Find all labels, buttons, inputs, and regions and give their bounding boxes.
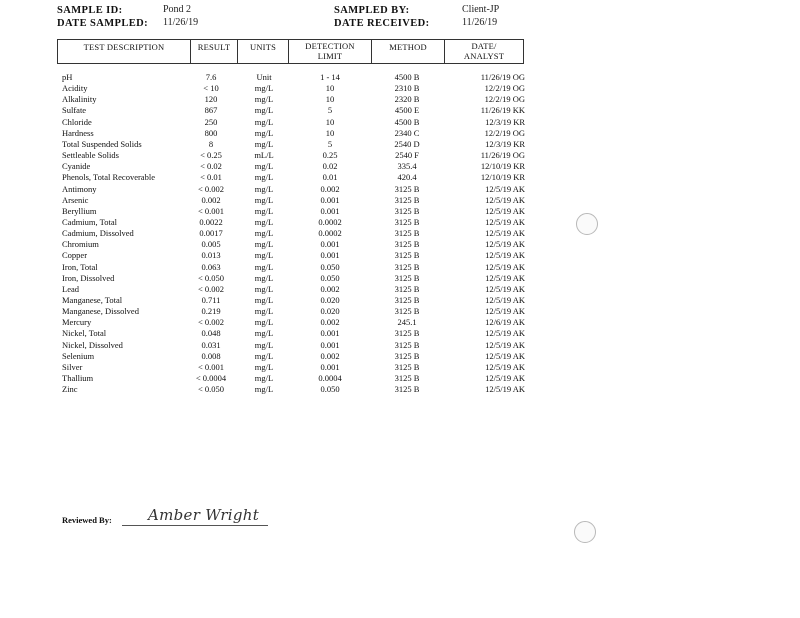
- col-date-line1: DATE/: [471, 41, 497, 51]
- units-cell: mg/L: [254, 161, 274, 172]
- result-cell: < 0.001: [197, 361, 225, 372]
- table-row: [0, 239, 800, 250]
- date-analyst-cell: 12/6/19 AK: [485, 317, 525, 328]
- table-row: [0, 306, 800, 317]
- method-cell: 3125 B: [394, 228, 420, 239]
- col-detection-line1: DETECTION: [305, 41, 355, 51]
- test-description-cell: Arsenic: [62, 194, 89, 205]
- date-analyst-cell: 12/10/19 KR: [480, 161, 525, 172]
- date-analyst-cell: 12/5/19 AK: [485, 339, 525, 350]
- method-cell: 2540 D: [394, 138, 420, 149]
- detection-limit-cell: 10: [325, 127, 335, 138]
- test-description-cell: Cadmium, Dissolved: [62, 228, 134, 239]
- units-cell: mg/L: [254, 105, 274, 116]
- table-row: [0, 262, 800, 273]
- date-analyst-cell: 12/5/19 AK: [485, 328, 525, 339]
- date-analyst-cell: 12/3/19 KR: [485, 138, 525, 149]
- date-analyst-cell: 12/5/19 AK: [485, 272, 525, 283]
- units-cell: mg/L: [254, 295, 274, 305]
- method-cell: 335.4: [397, 161, 417, 172]
- detection-limit-cell: 0.001: [320, 250, 340, 261]
- date-analyst-cell: 12/5/19 AK: [485, 216, 525, 227]
- method-cell: 3125 B: [394, 339, 420, 350]
- result-cell: < 0.050: [197, 272, 225, 283]
- table-row: [0, 340, 800, 351]
- units-cell: mg/L: [254, 306, 274, 317]
- result-cell: 0.063: [201, 261, 221, 272]
- test-description-cell: Cadmium, Total: [62, 216, 117, 227]
- detection-limit-cell: 0.01: [322, 172, 338, 183]
- units-cell: mg/L: [254, 205, 274, 216]
- method-cell: 3125 B: [394, 306, 420, 317]
- result-cell: 0.002: [201, 194, 221, 205]
- result-cell: 0.048: [201, 328, 221, 339]
- sampled-by-value: Client-JP: [462, 4, 500, 15]
- detection-limit-cell: 0.001: [320, 328, 340, 339]
- method-cell: 3125 B: [394, 283, 420, 294]
- method-cell: 2320 B: [394, 94, 420, 105]
- date-received-label: DATE RECEIVED:: [334, 18, 430, 29]
- date-analyst-cell: 12/5/19 AK: [485, 283, 525, 294]
- detection-limit-cell: 0.002: [320, 317, 340, 328]
- table-row: [0, 94, 800, 105]
- table-row: [0, 117, 800, 128]
- method-cell: 3125 B: [394, 373, 420, 384]
- detection-limit-cell: 0.001: [320, 239, 340, 250]
- date-analyst-cell: 12/2/19 OG: [484, 94, 525, 105]
- detection-limit-cell: 0.001: [320, 339, 340, 350]
- test-description-cell: Acidity: [62, 83, 88, 94]
- units-cell: mg/L: [254, 384, 274, 395]
- table-row: [0, 105, 800, 116]
- method-cell: 4500 B: [394, 116, 420, 127]
- units-cell: mg/L: [254, 138, 274, 149]
- detection-limit-cell: 0.002: [320, 350, 340, 361]
- units-cell: mL/L: [254, 150, 274, 161]
- units-cell: mg/L: [254, 350, 274, 361]
- units-cell: mg/L: [254, 228, 274, 239]
- method-cell: 3125 B: [394, 295, 420, 305]
- test-description-cell: Selenium: [62, 350, 95, 361]
- reviewer-signature: Amber Wright: [148, 506, 260, 524]
- date-received-value: 11/26/19: [462, 17, 498, 28]
- detection-limit-cell: 0.050: [320, 261, 340, 272]
- result-cell: < 0.0004: [195, 373, 227, 384]
- result-cell: 0.005: [201, 239, 221, 250]
- test-description-cell: Thallium: [62, 373, 94, 384]
- result-cell: < 10: [203, 83, 219, 94]
- detection-limit-cell: 0.001: [320, 205, 340, 216]
- detection-limit-cell: 5: [327, 105, 333, 116]
- test-description-cell: Iron, Total: [62, 261, 98, 272]
- col-detection-line2: LIMIT: [317, 51, 343, 61]
- date-analyst-cell: 12/5/19 AK: [485, 361, 525, 372]
- detection-limit-cell: 0.0004: [318, 373, 342, 384]
- detection-limit-cell: 0.0002: [318, 216, 342, 227]
- table-header: [57, 39, 524, 64]
- test-description-cell: pH: [62, 72, 73, 82]
- table-row: [0, 273, 800, 284]
- reviewed-by-label: Reviewed By:: [62, 515, 112, 525]
- result-cell: 0.0017: [199, 228, 223, 239]
- test-description-cell: Chloride: [62, 116, 92, 127]
- table-row: [0, 128, 800, 139]
- units-cell: mg/L: [254, 194, 274, 205]
- date-analyst-cell: 11/26/19 KK: [480, 105, 525, 116]
- method-cell: 2310 B: [394, 83, 420, 94]
- table-row: [0, 250, 800, 261]
- detection-limit-cell: 0.001: [320, 361, 340, 372]
- units-cell: mg/L: [254, 116, 274, 127]
- method-cell: 3125 B: [394, 261, 420, 272]
- result-cell: 0.008: [201, 350, 221, 361]
- detection-limit-cell: 0.020: [320, 306, 340, 317]
- units-cell: mg/L: [254, 272, 274, 283]
- units-cell: mg/L: [254, 172, 274, 183]
- result-cell: < 0.002: [197, 283, 225, 294]
- table-row: [0, 373, 800, 384]
- units-cell: mg/L: [254, 239, 274, 250]
- detection-limit-cell: 0.050: [320, 384, 340, 395]
- date-analyst-cell: 12/5/19 AK: [485, 228, 525, 239]
- units-cell: Unit: [256, 72, 272, 82]
- table-row: [0, 362, 800, 373]
- test-description-cell: Nickel, Dissolved: [62, 339, 123, 350]
- table-row: [0, 184, 800, 195]
- test-description-cell: Silver: [62, 361, 83, 372]
- method-cell: 3125 B: [394, 216, 420, 227]
- sample-id-value: Pond 2: [163, 4, 192, 15]
- detection-limit-cell: 0.001: [320, 194, 340, 205]
- table-row: [0, 384, 800, 395]
- table-row: [0, 206, 800, 217]
- result-cell: 0.013: [201, 250, 221, 261]
- test-description-cell: Beryllium: [62, 205, 97, 216]
- result-cell: 8: [208, 138, 214, 149]
- test-description-cell: Lead: [62, 283, 79, 294]
- method-cell: 3125 B: [394, 183, 420, 194]
- test-description-cell: Chromium: [62, 239, 99, 250]
- method-cell: 3125 B: [394, 328, 420, 339]
- method-cell: 3125 B: [394, 205, 420, 216]
- date-analyst-cell: 12/5/19 AK: [485, 194, 525, 205]
- detection-limit-cell: 10: [325, 83, 335, 94]
- col-date-analyst: [445, 41, 523, 64]
- result-cell: < 0.25: [200, 150, 222, 161]
- table-row: [0, 139, 800, 150]
- date-sampled-value: 11/26/19: [163, 17, 199, 28]
- col-result: RESULT: [197, 42, 231, 52]
- detection-limit-cell: 0.020: [320, 295, 340, 305]
- sampled-by-label: SAMPLED BY:: [334, 5, 410, 16]
- table-row: [0, 228, 800, 239]
- result-cell: < 0.001: [197, 205, 225, 216]
- method-cell: 3125 B: [394, 250, 420, 261]
- table-row: [0, 317, 800, 328]
- punch-hole-icon: [574, 521, 596, 543]
- table-row: [0, 351, 800, 362]
- table-row: [0, 150, 800, 161]
- table-row: [0, 72, 800, 83]
- test-description-cell: Antimony: [62, 183, 97, 194]
- col-date-line2: ANALYST: [463, 51, 505, 61]
- result-cell: < 0.050: [197, 384, 225, 395]
- sampled-by-field: [334, 4, 500, 16]
- date-received-field: [334, 17, 498, 29]
- units-cell: mg/L: [254, 261, 274, 272]
- date-sampled-label: DATE SAMPLED:: [57, 18, 149, 29]
- col-units: UNITS: [249, 42, 277, 52]
- test-description-cell: Cyanide: [62, 161, 91, 172]
- method-cell: 2340 C: [394, 127, 420, 138]
- detection-limit-cell: 10: [325, 116, 335, 127]
- date-analyst-cell: 12/5/19 AK: [485, 205, 525, 216]
- detection-limit-cell: 5: [327, 138, 333, 149]
- method-cell: 3125 B: [394, 350, 420, 361]
- table-row: [0, 172, 800, 183]
- detection-limit-cell: 0.25: [322, 150, 338, 161]
- result-cell: 800: [204, 127, 218, 138]
- test-description-cell: Total Suspended Solids: [62, 138, 142, 149]
- table-row: [0, 295, 800, 306]
- test-description-cell: Manganese, Total: [62, 295, 123, 305]
- result-cell: < 0.02: [200, 161, 222, 172]
- table-row: [0, 217, 800, 228]
- result-cell: < 0.002: [197, 317, 225, 328]
- col-method: METHOD: [389, 42, 427, 52]
- detection-limit-cell: 0.02: [322, 161, 338, 172]
- sample-id-label: SAMPLE ID:: [57, 5, 123, 16]
- result-cell: 250: [204, 116, 218, 127]
- date-analyst-cell: 11/26/19 OG: [480, 150, 525, 161]
- punch-hole-icon: [576, 213, 598, 235]
- table-row: [0, 284, 800, 295]
- test-description-cell: Settleable Solids: [62, 150, 119, 161]
- table-row: [0, 195, 800, 206]
- test-description-cell: Copper: [62, 250, 88, 261]
- signature-line: [122, 525, 268, 526]
- result-cell: 0.219: [201, 306, 221, 317]
- method-cell: 3125 B: [394, 384, 420, 395]
- col-test-description: TEST DESCRIPTION: [83, 42, 165, 52]
- detection-limit-cell: 0.0002: [318, 228, 342, 239]
- detection-limit-cell: 0.050: [320, 272, 340, 283]
- units-cell: mg/L: [254, 83, 274, 94]
- date-analyst-cell: 12/5/19 AK: [485, 306, 525, 317]
- method-cell: 245.1: [397, 317, 417, 328]
- units-cell: mg/L: [254, 283, 274, 294]
- table-row: [0, 328, 800, 339]
- test-description-cell: Mercury: [62, 317, 92, 328]
- result-cell: 0.031: [201, 339, 221, 350]
- result-cell: 0.0022: [199, 216, 223, 227]
- date-analyst-cell: 12/2/19 OG: [484, 127, 525, 138]
- date-analyst-cell: 12/5/19 AK: [485, 250, 525, 261]
- method-cell: 4500 E: [394, 105, 420, 116]
- date-analyst-cell: 12/2/19 OG: [484, 83, 525, 94]
- date-analyst-cell: 12/5/19 AK: [485, 261, 525, 272]
- result-cell: 120: [204, 94, 218, 105]
- method-cell: 3125 B: [394, 272, 420, 283]
- date-analyst-cell: 12/10/19 KR: [480, 172, 525, 183]
- date-analyst-cell: 12/5/19 AK: [485, 295, 525, 305]
- method-cell: 3125 B: [394, 194, 420, 205]
- detection-limit-cell: 1 - 14: [320, 72, 340, 82]
- units-cell: mg/L: [254, 373, 274, 384]
- date-analyst-cell: 12/3/19 KR: [485, 116, 525, 127]
- test-description-cell: Iron, Dissolved: [62, 272, 115, 283]
- units-cell: mg/L: [254, 127, 274, 138]
- units-cell: mg/L: [254, 317, 274, 328]
- sample-id-field: [57, 4, 192, 16]
- test-description-cell: Alkalinity: [62, 94, 97, 105]
- date-analyst-cell: 12/5/19 AK: [485, 239, 525, 250]
- test-description-cell: Zinc: [62, 384, 78, 395]
- method-cell: 2540 F: [395, 150, 419, 161]
- date-analyst-cell: 12/5/19 AK: [485, 384, 525, 395]
- result-cell: 7.6: [205, 72, 217, 82]
- detection-limit-cell: 10: [325, 94, 335, 105]
- test-description-cell: Sulfate: [62, 105, 87, 116]
- date-sampled-field: [57, 17, 199, 29]
- detection-limit-cell: 0.002: [320, 183, 340, 194]
- method-cell: 420.4: [397, 172, 417, 183]
- table-row: [0, 161, 800, 172]
- units-cell: mg/L: [254, 361, 274, 372]
- detection-limit-cell: 0.002: [320, 283, 340, 294]
- result-cell: < 0.01: [200, 172, 222, 183]
- units-cell: mg/L: [254, 339, 274, 350]
- date-analyst-cell: 11/26/19 OG: [480, 72, 525, 82]
- date-analyst-cell: 12/5/19 AK: [485, 350, 525, 361]
- result-cell: < 0.002: [197, 183, 225, 194]
- units-cell: mg/L: [254, 94, 274, 105]
- result-cell: 0.711: [201, 295, 221, 305]
- test-description-cell: Hardness: [62, 127, 94, 138]
- method-cell: 4500 B: [394, 72, 420, 82]
- result-cell: 867: [204, 105, 218, 116]
- table-row: [0, 83, 800, 94]
- test-description-cell: Nickel, Total: [62, 328, 107, 339]
- method-cell: 3125 B: [394, 361, 420, 372]
- units-cell: mg/L: [254, 216, 274, 227]
- date-analyst-cell: 12/5/19 AK: [485, 183, 525, 194]
- units-cell: mg/L: [254, 183, 274, 194]
- method-cell: 3125 B: [394, 239, 420, 250]
- test-description-cell: Manganese, Dissolved: [62, 306, 139, 317]
- col-detection-limit: [289, 41, 371, 64]
- units-cell: mg/L: [254, 250, 274, 261]
- units-cell: mg/L: [254, 328, 274, 339]
- date-analyst-cell: 12/5/19 AK: [485, 373, 525, 384]
- test-description-cell: Phenols, Total Recoverable: [62, 172, 155, 183]
